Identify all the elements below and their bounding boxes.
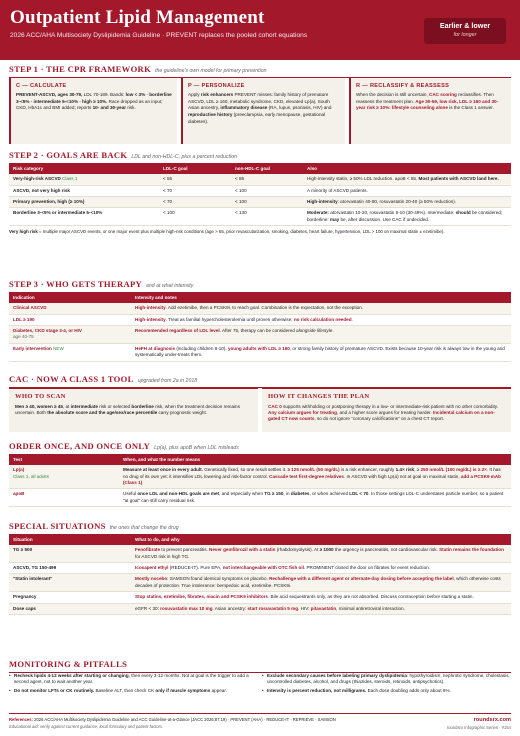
site-link[interactable]: roundsrx.com xyxy=(473,717,511,723)
tests-table-header xyxy=(9,455,511,465)
table-row: Diabetes, CKD stage 3-4, or HIV age 40-75 Recommended regardless of LDL level. After 75, therapy can be considered alongside lifestyle. xyxy=(9,326,511,344)
special-col-situation: Situation xyxy=(9,535,131,545)
header-banner xyxy=(0,0,520,60)
step2-heading xyxy=(9,150,511,164)
therapy-table-header xyxy=(9,293,511,303)
card-personalize-body: Apply risk enhancers PREVENT misses: family history of premature ASCVD, LDL ≥ 160, metabolic syndrome, CKD, elevated Lp(a), South Asian ancestry, inflammatory disease (RA, lupus, psoriasis, HIV) and reproductive history (preeclampsia, early menopause, gestational diabetes). xyxy=(188,92,332,124)
goals-col-also: Also xyxy=(303,164,511,174)
table-row: Very-high-risk ASCVD Class 1 < 55 < 85 High-intensity statin, ≥ 50% LDL reduction. apoB < 55. Most patients with ASCVD land here. xyxy=(9,174,511,185)
who-to-scan-body: Men ≥ 40, women ≥ 45, at intermediate risk or selected borderline risk, when the treatment decision remains uncertain. Both the absolute score and the age/sex/race percentile carry prognostic weight. xyxy=(15,403,240,416)
pitfalls-left-list xyxy=(9,673,258,696)
new-badge: NEW xyxy=(53,345,64,351)
step3-title: STEP 3 · WHO GETS THERAPY xyxy=(9,279,143,289)
changes-plan-panel xyxy=(262,388,511,432)
special-subtitle: the ones that change the drug xyxy=(109,525,179,531)
card-personalize xyxy=(181,78,345,144)
pitfalls-title: MONITORING & PITFALLS xyxy=(9,659,128,669)
cpr-cards xyxy=(9,78,511,144)
goals-table-header xyxy=(9,164,511,174)
cac-panels xyxy=(9,388,511,432)
pitfalls-heading xyxy=(9,659,511,673)
card-personalize-title: P — PERSONALIZE xyxy=(188,83,245,89)
card-reclassify xyxy=(349,78,511,144)
pitfalls-right-list xyxy=(262,673,511,696)
very-high-risk-note: Very high risk = multiple major ASCVD events, or one major event plus multiple high-risk conditions (age > 65, prior revascularization, smoking, diabetes, heart failure, hypertension, LDL > 100 on maximal statin ± ezetimibe). xyxy=(9,229,445,235)
table-row: Borderline 3-<5% or intermediate 5-<10% < 100 < 130 Moderate: atorvastatin 10-20, rosuvastatin 5-10 (30-49%). Intermediate: should be considered; borderline: may be, after discussion. Use CAC if undecided. xyxy=(9,208,511,226)
goals-col-ldl: LDL-C goal xyxy=(159,164,231,174)
tests-col-test: Test xyxy=(9,455,119,465)
table-row: ASCVD, TG 150-499 Icosapent ethyl (REDUCE-IT). Pure EPA, not interchangeable with OTC fish oil. PROMINENT closed the door on fibrates for event reduction. xyxy=(9,563,511,574)
card-reclassify-title: R — RECLASSIFY & REASSESS xyxy=(356,83,450,89)
step2-subtitle: LDL and non-HDL-C, plus a percent reduction xyxy=(131,154,237,160)
list-item: • Intensity is percent reduction, not milligrams. Each dose doubling adds only about 6%. xyxy=(262,688,511,694)
step3-heading xyxy=(9,279,511,293)
special-heading xyxy=(9,521,511,535)
tests-col-when: When, and what the number means xyxy=(119,455,511,465)
table-row: ASCVD, not very high risk < 70 < 100 A minority of ASCVD patients. xyxy=(9,185,511,196)
page-title: Outpatient Lipid Management xyxy=(10,7,265,28)
therapy-table xyxy=(9,293,511,362)
who-to-scan-panel xyxy=(9,388,258,432)
therapy-col-indication: Indication xyxy=(9,293,131,303)
pitfalls-lists xyxy=(9,673,511,696)
step1-subtitle: the guideline's own model for primary prevention xyxy=(155,68,267,74)
goals-table xyxy=(9,164,511,226)
who-to-scan-title: WHO TO SCAN xyxy=(15,393,66,400)
card-calculate-body: PREVENT-ASCVD, ages 30-79, LDL 70-189. Bands: low < 3% · borderline 3-<5% · intermediate 5-<10% · high ≥ 10%. Race dropped as an input; CKD, HbA1c and BMI added; reports 10- and 30-year risk. xyxy=(16,92,172,111)
step2-title: STEP 2 · GOALS ARE BACK xyxy=(9,150,128,160)
table-row: TG ≥ 500 Fenofibrate to prevent pancreatitis. Never gemfibrozil with a statin (rhabdomyolysis). At ≥ 1000 the urgency is pancreatitis, not cardiovascular risk. Statin remains the foundation for ASCVD risk in high TG. xyxy=(9,545,511,562)
card-calculate xyxy=(9,78,177,144)
footer xyxy=(9,713,511,729)
therapy-table-wrap xyxy=(9,293,511,362)
step1-heading xyxy=(9,64,511,78)
disclaimer: Educational aid: verify against current guidance, local formulary and patient factors. xyxy=(9,723,164,729)
table-row: Primary prevention, high (≥ 10%) < 70 < 100 High-intensity: atorvastatin 40-80, rosuvastatin 20-40 (≥ 50% reduction). xyxy=(9,197,511,208)
goals-col-risk: Risk category xyxy=(9,164,159,174)
page-subtitle: 2026 ACC/AHA Multisociety Dyslipidemia Guideline · PREVENT replaces the pooled cohort equations xyxy=(10,32,308,39)
cac-title: CAC · NOW A CLASS 1 TOOL xyxy=(9,374,134,384)
table-row: Dose caps eGFR < 30: rosuvastatin max 10 mg. Asian ancestry: start rosuvastatin 5 mg. HIV: pitavastatin, minimal antiretroviral interaction. xyxy=(9,603,511,614)
list-item: • Exclude secondary causes before labeling primary dyslipidemia: hypothyroidism, nephrotic syndrome, cholestasis, uncontrolled diabetes, alcohol, and drugs (thiazides, steroids, retinoids, antipsychotics). xyxy=(262,673,511,686)
changes-plan-body: CAC 0 supports withholding or postponing therapy in a low- or intermediate-risk patient with no other comorbidity. Any calcium argues for treating, and a higher score argues for treating harder. Incidental calcium on a non-gated CT now counts, so do not ignore "coronary calcifications" on a chest CT report. xyxy=(268,403,498,422)
table-row: Lp(a) Class 1, all adults Measure at least once in every adult. Genetically fixed, so one result settles it. ≥ 125 nmol/L (50 mg/dL) is a risk enhancer, roughly 1.4× risk; ≥ 250 nmol/L (100 mg/dL) is ≥ 2×. It has no drug of its own yet: it intensifies LDL lowering and risk-factor control. Cascade test first-degree relatives. In ASCVD with high Lp(a) not at goal on maximal statin, add a PCSK9 mAb (Class 1). xyxy=(9,465,511,489)
special-table-wrap xyxy=(9,535,511,615)
order-once-subtitle: Lp(a), plus apoB when LDL misleads xyxy=(154,445,239,451)
step1-title: STEP 1 · THE CPR FRAMEWORK xyxy=(9,64,152,74)
special-table xyxy=(9,535,511,615)
order-once-title: ORDER ONCE, AND ONCE ONLY xyxy=(9,441,151,451)
therapy-col-notes: Intensity and notes xyxy=(131,293,511,303)
tests-table-wrap xyxy=(9,455,511,507)
tests-table xyxy=(9,455,511,507)
table-row: LDL ≥ 190 High-intensity. Treat as familial hypercholesterolemia until proven otherwise; no risk calculation needed. xyxy=(9,314,511,325)
special-table-header xyxy=(9,535,511,545)
card-calculate-title: C — CALCULATE xyxy=(16,83,67,89)
step3-subtitle: and at what intensity xyxy=(146,283,194,289)
tagline-badge xyxy=(424,18,506,44)
class-tag: Class 1 xyxy=(62,176,78,182)
special-title: SPECIAL SITUATIONS xyxy=(9,521,106,531)
table-row: Early intervention NEW HeFH at diagnosis (including children 8-10), young adults with LDL ≥ 160, or strong family history of premature ASCVD. Exists because 10-year risk is always low in the young and systematically under-treats them. xyxy=(9,343,511,361)
order-once-heading xyxy=(9,441,511,455)
list-item: • Do not monitor LFTs or CK routinely. Baseline ALT, then check CK only if muscle symptoms appear. xyxy=(9,688,258,694)
cac-heading xyxy=(9,374,511,388)
cac-subtitle: upgraded from 2a in 2018 xyxy=(137,378,198,384)
table-row: apoB Useful once LDL and non-HDL goals are met, and especially when TG ≥ 150, in diabetes, or when achieved LDL < 70. In those settings LDL-C understates particle number, so a patient "at goal" can still carry residual risk. xyxy=(9,489,511,507)
special-col-action: What to do, and why xyxy=(131,535,511,545)
card-reclassify-body: When the decision is still uncertain, CAC scoring reclassifies. Then reassess the treatment plan. Age 30-59, low risk, LDL ≥ 160 and 30-year risk ≥ 10%: lifestyle counseling alone is the Class 1 answer. xyxy=(356,92,499,111)
table-row: "Statin intolerant" Mostly nocebo: SAMSON found identical symptoms on placebo. Rechallenge with a different agent or alternate-day dosing before accepting the label, which otherwise costs decades of protection. True intolerance: bempedoic acid, ezetimibe, PCSK9i. xyxy=(9,574,511,592)
changes-plan-title: HOW IT CHANGES THE PLAN xyxy=(268,393,370,400)
badge-line-2: for longer xyxy=(453,31,477,38)
badge-line-1: Earlier & lower xyxy=(439,21,491,30)
table-row: Clinical ASCVD High-intensity. Add ezetimibe, then a PCSK9i, to reach goal. Combination is the expectation, not the exception. xyxy=(9,303,511,314)
series-label: roundsrx Infographic Series · #154 xyxy=(446,724,511,730)
brand xyxy=(447,717,511,730)
goals-table-wrap xyxy=(9,164,511,235)
references: References: 2026 ACC/AHA Multisociety Dyslipidemia Guideline and ACC Guideline-at-a-Glance (JACC 2026;87:19) · PREVENT (AHA) · REDUCE-IT · REPRIEVE · SAMSON xyxy=(9,717,336,722)
list-item: • Recheck lipids 4-12 weeks after starting or changing, then every 3-12 months. Not at goal is the trigger to add a second agent, not to wait another year. xyxy=(9,673,258,686)
goals-col-nonhdl: non-HDL-C goal xyxy=(231,164,303,174)
table-row: Pregnancy Stop statins, ezetimibe, fibrates, niacin and PCSK9 inhibitors. Bile acid sequestrants only, as they are not absorbed. Discuss contraception before starting a statin. xyxy=(9,592,511,603)
